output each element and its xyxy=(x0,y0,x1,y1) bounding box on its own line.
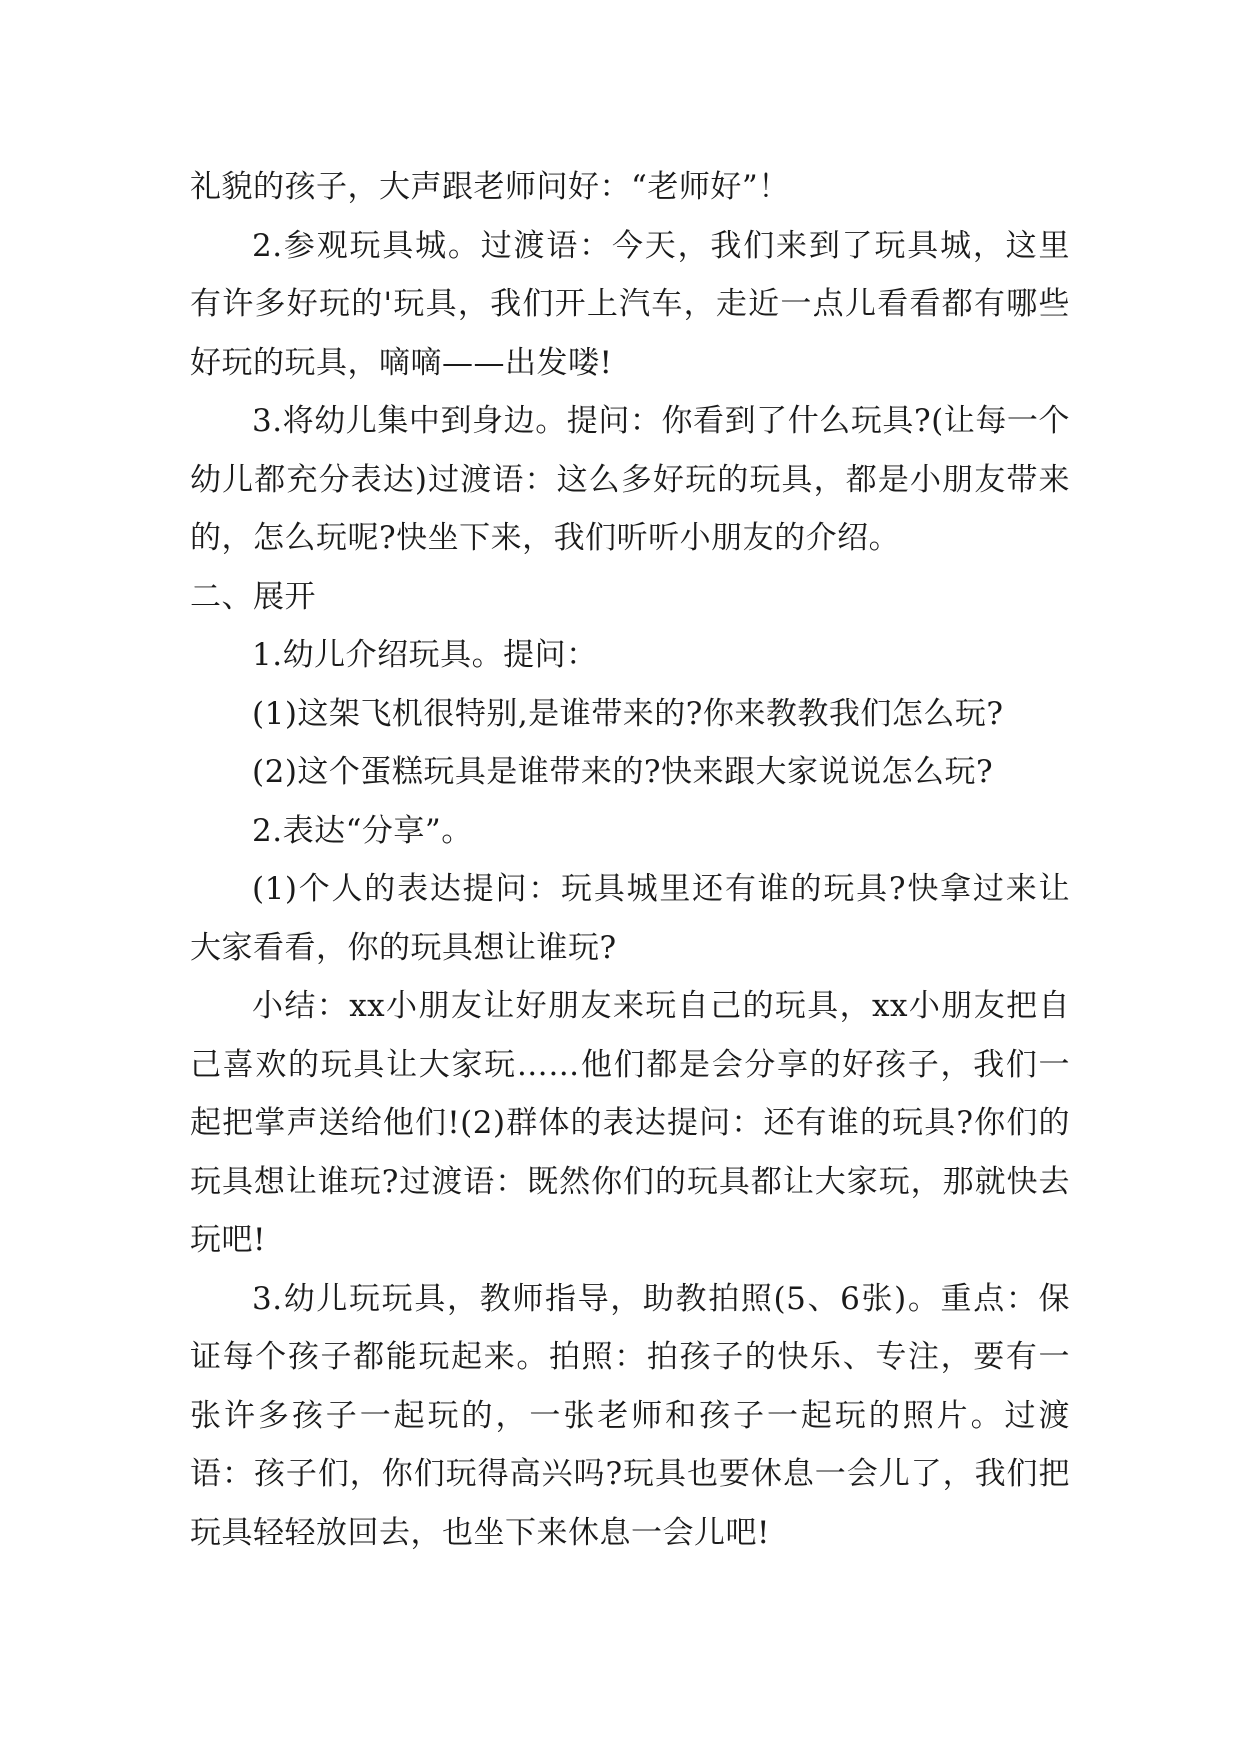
section-heading-expand: 二、展开 xyxy=(190,578,316,615)
paragraph-express-sharing: 2.表达“分享”。 xyxy=(252,812,473,849)
paragraph-greeting: 礼貌的孩子，大声跟老师问好：“老师好”！ xyxy=(190,169,790,205)
paragraph-question-cake: (2)这个蛋糕玩具是谁带来的?快来跟大家说说怎么玩? xyxy=(252,754,994,790)
paragraph-play-with-toys: 3.幼儿玩玩具，教师指导，助教拍照(5、6张)。重点：保证每个孩子都能玩起来。拍照：拍孩子的快乐、专注，要有一张许多孩子一起玩的，一张老师和孩子一起玩的照片。过渡语：孩子们，你们玩得高兴吗?玩具也要休息一会儿了，我们把玩具轻轻放回去，也坐下来休息一会儿吧! xyxy=(190,1280,1070,1551)
document-body xyxy=(190,158,1070,1562)
paragraph-individual-expression: (1)个人的表达提问：玩具城里还有谁的玩具?快拿过来让大家看看，你的玩具想让谁玩? xyxy=(190,871,1070,966)
paragraph-summary: 小结：xx小朋友让好朋友来玩自己的玩具，xx小朋友把自己喜欢的玩具让大家玩……他们都是会分享的好孩子，我们一起把掌声送给他们!(2)群体的表达提问：还有谁的玩具?你们的玩具想让谁玩?过渡语：既然你们的玩具都让大家玩，那就快去玩吧! xyxy=(190,988,1070,1258)
paragraph-visit-toy-city: 2.参观玩具城。过渡语：今天，我们来到了玩具城，这里有许多好玩的'玩具，我们开上汽车，走近一点儿看看都有哪些好玩的玩具，嘀嘀——出发喽! xyxy=(190,227,1070,381)
paragraph-question-airplane: (1)这架飞机很特别,是谁带来的?你来教教我们怎么玩? xyxy=(252,695,1004,732)
paragraph-introduce-toys: 1.幼儿介绍玩具。提问： xyxy=(252,637,598,673)
paragraph-gather-children: 3.将幼儿集中到身边。提问：你看到了什么玩具?(让每一个幼儿都充分表达)过渡语：这么多好玩的玩具，都是小朋友带来的，怎么玩呢?快坐下来，我们听听小朋友的介绍。 xyxy=(190,403,1070,556)
